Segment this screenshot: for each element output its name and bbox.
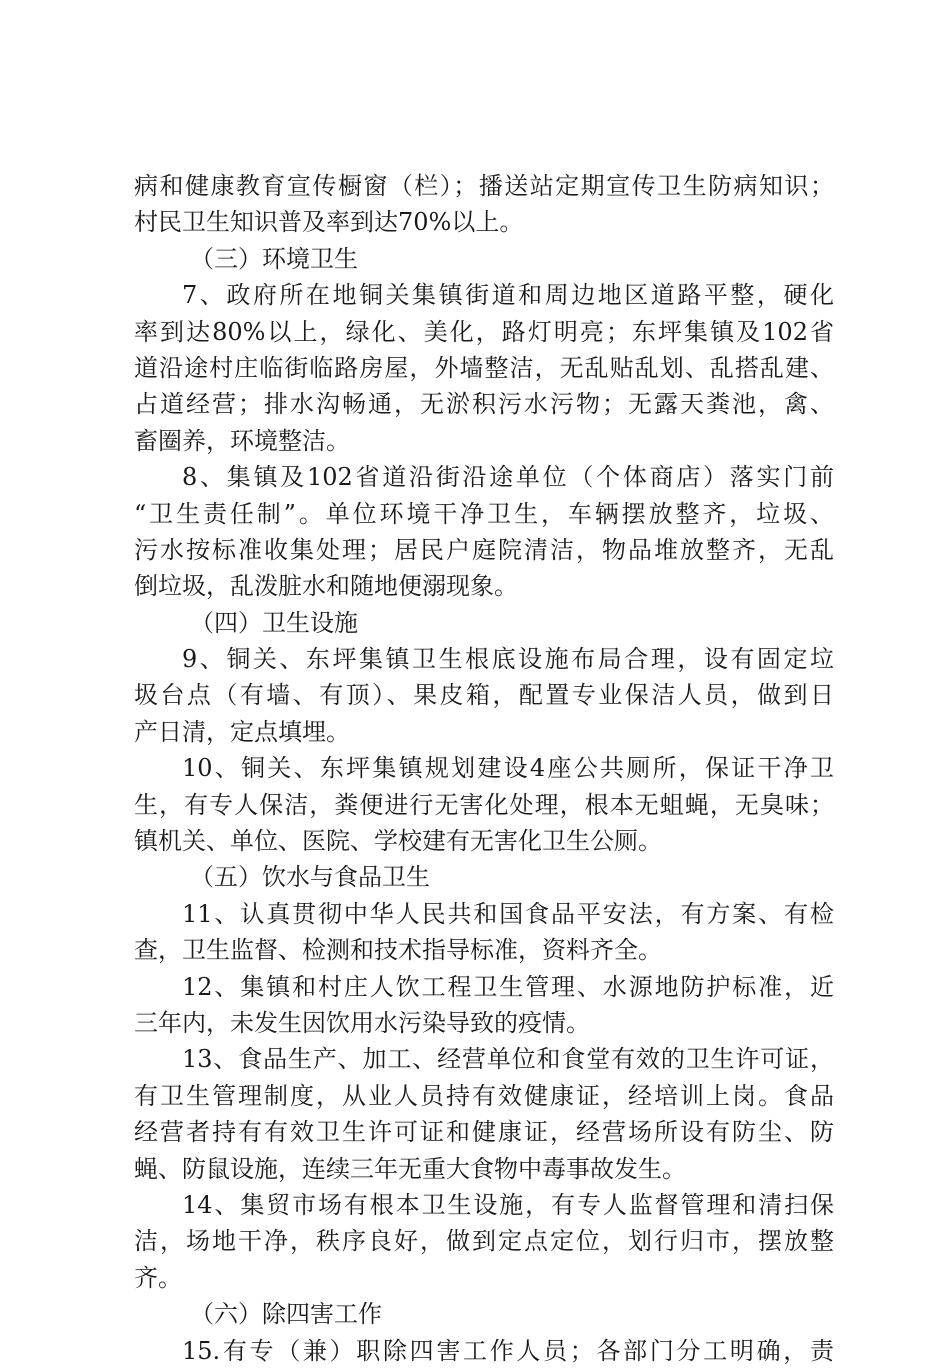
text-line: 经营者持有有效卫生许可证和健康证，经营场所设有防尘、防: [134, 1118, 834, 1147]
text-line: 洁，场地干净，秩序良好，做到定点定位，划行归市，摆放整: [134, 1227, 834, 1256]
text-line: 8、集镇及102省道沿街沿途单位（个体商店）落实门前: [182, 463, 834, 492]
text-line: 率到达80%以上，绿化、美化，路灯明亮；东坪集镇及102省: [134, 317, 834, 346]
text-line: 病和健康教育宣传橱窗（栏）；播送站定期宣传卫生防病知识；: [134, 172, 834, 200]
text-line: 圾台点（有墙、有顶）、果皮箱，配置专业保洁人员，做到日: [134, 681, 834, 710]
text-line: 产日清，定点填埋。: [134, 717, 350, 746]
text-line: 生，有专人保洁，粪便进行无害化处理，根本无蛆蝇，无臭味；: [134, 790, 834, 819]
section-heading: （四）卫生设施: [190, 608, 358, 637]
text-line: 村民卫生知识普及率到达70%以上。: [134, 208, 524, 237]
text-line: 占道经营；排水沟畅通，无淤积污水污物；无露天粪池，禽、: [134, 390, 834, 419]
text-line: 倒垃圾，乱泼脏水和随地便溺现象。: [134, 572, 518, 601]
text-line: 蝇、防鼠设施，连续三年无重大食物中毒事故发生。: [134, 1154, 686, 1183]
text-line: “卫生责任制”。单位环境干净卫生，车辆摆放整齐，垃圾、: [134, 499, 834, 528]
text-line: 污水按标准收集处理；居民户庭院清洁，物品堆放整齐，无乱: [134, 535, 834, 564]
text-line: 道沿途村庄临街临路房屋，外墙整洁，无乱贴乱划、乱搭乱建、: [134, 353, 834, 382]
text-line: 13、食品生产、加工、经营单位和食堂有效的卫生许可证，: [182, 1045, 834, 1074]
text-line: 12、集镇和村庄人饮工程卫生管理、水源地防护标准，近: [182, 972, 834, 1001]
section-heading: （六）除四害工作: [190, 1300, 382, 1329]
text-line: 畜圈养，环境整洁。: [134, 426, 350, 455]
text-line: 14、集贸市场有根本卫生设施，有专人监督管理和清扫保: [182, 1190, 834, 1219]
text-line: 查，卫生监督、检测和技术指导标准，资料齐全。: [134, 936, 662, 965]
text-line: 9、铜关、东坪集镇卫生根底设施布局合理，设有固定垃: [182, 645, 834, 674]
text-line: 15.有专（兼）职除四害工作人员；各部门分工明确，责: [182, 1336, 834, 1365]
document-body: [134, 168, 834, 1369]
text-line: 镇机关、单位、医院、学校建有无害化卫生公厕。: [134, 827, 662, 856]
section-heading: （五）饮水与食品卫生: [190, 863, 430, 892]
text-line: 齐。: [134, 1263, 182, 1292]
text-line: 10、铜关、东坪集镇规划建设4座公共厕所，保证干净卫: [182, 754, 834, 783]
section-heading: （三）环境卫生: [190, 244, 358, 273]
text-line: 三年内，未发生因饮用水污染导致的疫情。: [134, 1008, 590, 1037]
text-line: 7、政府所在地铜关集镇街道和周边地区道路平整，硬化: [182, 281, 834, 310]
text-line: 有卫生管理制度，从业人员持有效健康证，经培训上岗。食品: [134, 1081, 834, 1110]
text-line: 11、认真贯彻中华人民共和国食品平安法，有方案、有检: [182, 899, 834, 928]
